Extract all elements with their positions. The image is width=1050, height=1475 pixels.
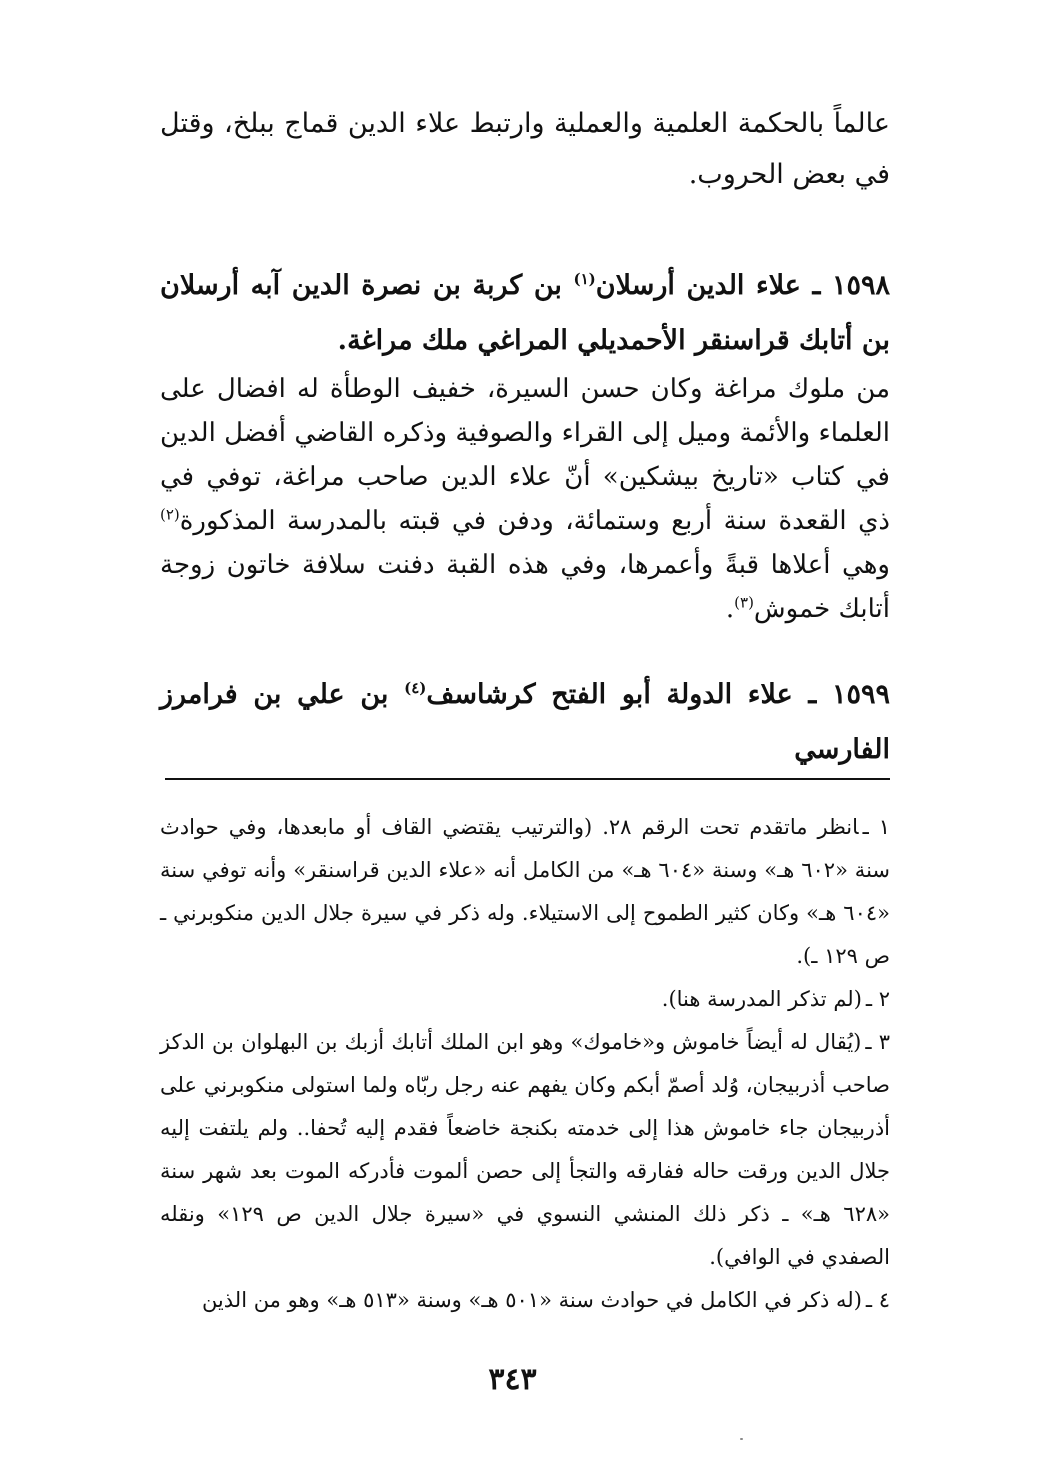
entry-1598-body-part2: وهي أعلاها قبةً وأعمرها، وفي هذه القبة دفنت سلافة خاتون زوجة أتابك خموش (160, 550, 890, 624)
page-number: ٣٤٣ (488, 1362, 537, 1397)
entry-1599-heading-start: ١٥٩٩ ـ علاء الدولة أبو الفتح كرشاسف (426, 679, 890, 710)
footnote-ref-3[interactable]: (٣) (734, 593, 754, 612)
entry-1598-body-part3: . (725, 594, 735, 624)
entry-1598-body (160, 367, 890, 631)
footnote-number: ٣ ـ (865, 1030, 890, 1054)
entry-1598-heading-start: ١٥٩٨ ـ علاء الدين أرسلان (595, 270, 890, 301)
footnote-2 (160, 978, 890, 1021)
footnote-text: (له ذكر في الكامل في حوادث سنة «٥٠١ هـ» وسنة «٥١٣ هـ» وهو من الذين (201, 1288, 862, 1312)
footnote-divider (165, 778, 890, 780)
scan-speck (740, 1438, 743, 1440)
entry-1598-heading-end: بن كربة بن نصرة الدين آبه أرسلان بن أتابك قراسنقر الأحمديلي المراغي ملك مراغة. (160, 270, 890, 356)
footnote-3 (160, 1021, 890, 1279)
entry-1599-heading-end: بن علي بن فرامرز الفارسي (160, 679, 890, 765)
footnote-number: ٤ ـ (865, 1288, 890, 1312)
footnote-4 (160, 1279, 890, 1322)
footnote-number: ١ ـ (862, 815, 891, 839)
entry-1599-heading (160, 667, 890, 777)
entry-1598-heading (160, 258, 890, 368)
intro-paragraph: عالماً بالحكمة العلمية والعملية وارتبط علاء الدين قماج ببلخ، وقتل في بعض الحروب. (160, 108, 890, 190)
footnote-text: (لم تذكر المدرسة هنا). (661, 987, 862, 1011)
footnote-1 (160, 806, 890, 978)
footnote-text: انظر ماتقدم تحت الرقم ٢٨. (والترتيب يقتضي القاف أو مابعدها، وفي حوادث سنة «٦٠٢ هـ» وسنة «٦٠٤ هـ» من الكامل أنه «علاء الدين قراسنقر» وأنه توفي سنة «٦٠٤ هـ» وكان كثير الطموح إلى الاستيلاء. وله ذكر في سيرة جلال الدين منكوبرني ـ ص ١٢٩ ـ). (160, 815, 890, 968)
footnote-ref-1[interactable]: (١) (573, 270, 596, 288)
footnote-ref-4[interactable]: (٤) (404, 679, 427, 697)
footnotes-section (160, 806, 890, 1322)
footnote-ref-2[interactable]: (٢) (160, 505, 180, 524)
entry-1598-body-part1: من ملوك مراغة وكان حسن السيرة، خفيف الوطأة له افضال على العلماء والأئمة وميل إلى القراء والصوفية وذكره القاضي أفضل الدين في كتاب «تاريخ بيشكين» أنّ علاء الدين صاحب مراغة، توفي في ذي القعدة سنة أربع وستمائة، ودفن في قبته بالمدرسة المذكورة (160, 374, 890, 536)
footnote-text: (يُقال له أيضاً خاموش و«خاموك» وهو ابن الملك أتابك أزبك بن البهلوان بن الدكز صاحب أذربيجان، وُلد أصمّ أبكم وكان يفهم عنه رجل ربّاه ولما استولى منكوبرني على أذربيجان جاء خاموش هذا إلى خدمته بكنجة خاضعاً فقدم إليه تُحفا.. ولم يلتفت إليه جلال الدين ورقت حاله ففارقه والتجأ إلى حصن ألموت فأدركه الموت بعد شهر سنة «٦٢٨ هـ» ـ ذكر ذلك المنشي النسوي في «سيرة جلال الدين ص ١٢٩» ونقله الصفدي في الوافي). (160, 1030, 890, 1269)
footnote-number: ٢ ـ (865, 987, 890, 1011)
